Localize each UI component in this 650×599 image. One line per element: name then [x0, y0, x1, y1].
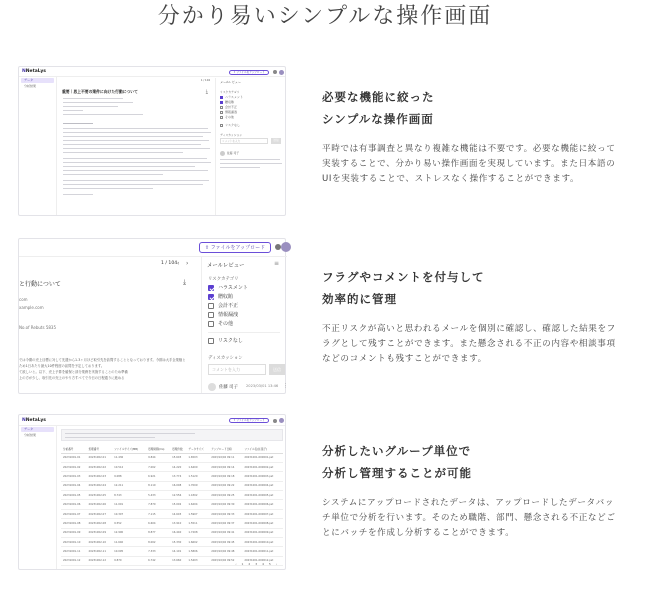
table-cell: 2023/10/02 09:33: [209, 509, 242, 518]
avatar[interactable]: [279, 70, 284, 75]
mail-body-line: [63, 158, 207, 159]
table-row[interactable]: [61, 500, 283, 509]
table-cell: 20231001-000003.pst: [242, 472, 283, 481]
avatar[interactable]: [281, 242, 291, 252]
table-cell: 1.6204: [186, 500, 209, 509]
risk-checkbox-leak[interactable]: 情報漏洩: [208, 311, 238, 320]
mail-body-line: [63, 123, 93, 124]
table-cell: 10.307: [112, 509, 146, 518]
mail-body-line: [63, 174, 163, 175]
mail-header-line: [63, 98, 123, 99]
table-cell: 2023/10/02 09:18: [209, 472, 242, 481]
comment-line: [220, 159, 280, 160]
table-cell: 2023/10/02 09:22: [209, 481, 242, 490]
risk-checkbox-accounting[interactable]: 会計不正: [208, 302, 238, 311]
table-cell: 20231002-06: [87, 500, 113, 509]
table-cell: 5.433: [146, 491, 170, 500]
risk-checkbox-other[interactable]: その他: [220, 115, 234, 119]
table-cell: 1.6400: [186, 462, 209, 471]
review-title: メールレビュー: [207, 263, 245, 269]
table-cell: 6.604: [146, 519, 170, 528]
table-header-row: [61, 445, 283, 453]
sidebar-item-data[interactable]: データ: [21, 427, 54, 432]
commenter-avatar: [208, 383, 216, 391]
app-topbar: [19, 415, 285, 426]
commenter-name: 佐藤 司子: [219, 385, 238, 390]
table-cell: 2023/10/02 09:14: [209, 462, 242, 471]
mail-body-line: [63, 148, 210, 149]
table-cell: 20231001-000005.pst: [242, 491, 283, 500]
table-cell: 1.5806: [186, 547, 209, 556]
review-pane: [215, 78, 285, 215]
app-topbar: [19, 67, 285, 77]
settings-icon[interactable]: [273, 70, 277, 74]
mail-body-line: て欲しいと。以下、売上予算を確保と部分業務を実施することのため準備: [19, 370, 128, 374]
mail-body-line: [63, 170, 208, 171]
risk-category-label: リスクカテゴリ: [220, 90, 240, 94]
table-cell: 20231001-000012.pst: [242, 556, 283, 565]
table-cell: 20231002-04: [87, 481, 113, 490]
table-cell: 20231002-09: [87, 528, 113, 537]
table-cell: 11.640: [112, 538, 146, 547]
table-cell: 20231002-03: [87, 472, 113, 481]
table-cell: 1.5907: [186, 509, 209, 518]
table-row[interactable]: [61, 481, 283, 490]
table-row[interactable]: [61, 462, 283, 471]
close-icon[interactable]: ≡: [273, 260, 279, 267]
pagination-text: 1 / 104: [161, 261, 178, 266]
column-header[interactable]: 処理番号: [87, 445, 113, 453]
table-cell: 20231002-08: [87, 519, 113, 528]
table-cell: 13.910: [170, 519, 186, 528]
sidebar-item-data[interactable]: データ: [21, 78, 54, 83]
commenter-name: 佐藤 司子: [227, 151, 240, 155]
feature-text: [322, 86, 622, 187]
table-cell: 20231002-10: [87, 538, 113, 547]
table-cell: 2023/10/02 09:41: [209, 528, 242, 537]
table-cell: 8.110: [146, 481, 170, 490]
app-logo: NNetaLys: [22, 69, 46, 74]
table-cell: 20231001-07: [61, 509, 87, 518]
risk-checkbox-leak[interactable]: 情報漏洩: [220, 110, 237, 114]
send-button[interactable]: 送信: [269, 364, 285, 375]
table-cell: 14.101: [170, 547, 186, 556]
mail-body-line: [63, 140, 209, 141]
download-icon[interactable]: ⤓: [183, 278, 187, 286]
feature-description: システムにアップロードされたデータは、アップロードしたデータバッチ単位で分析を行います。そのため職階、部門、懸念される不正などごとにバッチを作成し分析することができます。: [322, 498, 616, 538]
upload-button[interactable]: ⇪ ファイルをアップロード: [229, 418, 269, 423]
sidebar: [19, 426, 57, 569]
table-cell: 20231002-02: [87, 462, 113, 471]
mail-body-line: [63, 180, 209, 181]
banner-line: [65, 437, 155, 438]
mail-to: xample.com: [19, 305, 44, 310]
mail-from: com: [19, 297, 28, 302]
table-cell: 2023/10/02 09:48: [209, 547, 242, 556]
mail-body-line: [63, 162, 211, 163]
banner-line: [65, 433, 195, 434]
table-row[interactable]: [61, 547, 283, 556]
table-cell: 9.870: [112, 556, 146, 565]
comment-input[interactable]: コメントを入力: [220, 138, 268, 144]
table-cell: 20231002-01: [87, 453, 113, 462]
table-cell: 13.774: [170, 472, 186, 481]
table-cell: 2023/10/02 09:45: [209, 538, 242, 547]
risk-checkbox-harassment[interactable]: ハラスメント: [220, 95, 243, 99]
risk-checkbox-bribery[interactable]: 贈収賄: [208, 293, 233, 302]
feature-group-analysis: [0, 408, 650, 568]
sidebar-item-results[interactable]: 分析結果: [24, 84, 37, 88]
table-cell: 20231001-01: [61, 453, 87, 462]
table-row[interactable]: [61, 538, 283, 547]
mail-header-line: [63, 102, 133, 103]
sidebar: [19, 77, 57, 215]
risk-checkbox-other[interactable]: その他: [208, 320, 233, 329]
table-cell: 9.552: [112, 519, 146, 528]
mail-body-line: ため1日あたり最大10件程度の訪問を予定しております。: [19, 364, 105, 368]
table-body: [61, 453, 283, 566]
mail-pane: [59, 78, 214, 215]
mail-body-line: [63, 166, 195, 167]
table-cell: 1.6602: [186, 538, 209, 547]
table-cell: 7.870: [146, 500, 170, 509]
mail-body-line: [63, 152, 183, 153]
table-cell: 2023/10/02 09:37: [209, 519, 242, 528]
mail-title-fragment: と行動について: [19, 281, 61, 288]
table-cell: 14.220: [170, 462, 186, 471]
pagination[interactable]: [235, 562, 279, 566]
table-cell: 20231001-000006.pst: [242, 500, 283, 509]
table-cell: 20231001-000007.pst: [242, 509, 283, 518]
table-cell: 10.095: [112, 547, 146, 556]
feature-heading: フラグやコメントを付与して 効率的に管理: [322, 270, 485, 306]
pagination-text: 1 / 104: [200, 79, 210, 82]
column-header[interactable]: ファイル名(拡張子): [242, 445, 283, 453]
column-header[interactable]: ファイルサイズ(MB): [112, 445, 146, 453]
avatar[interactable]: [279, 418, 284, 423]
table-cell: 20231001-09: [61, 528, 87, 537]
mail-body-line: 上の方が少し、取引先の売上のやり方すべてで今日の日程通りに進める: [19, 376, 125, 380]
feature-description: 不正リスクが高いと思われるメールを個別に確認し、確認した結果をフラグとして残すことができます。また懸念される不正の内容や相談事項などのコメントも残すことができます。: [322, 324, 616, 364]
table-cell: 20231002-11: [87, 547, 113, 556]
mail-header-line: [63, 110, 83, 111]
table-cell: 20231001-10: [61, 538, 87, 547]
comment-line: [220, 167, 260, 168]
table-cell: 12.900: [112, 528, 146, 537]
table-cell: 6.742: [146, 556, 170, 565]
table-cell: 1.4302: [186, 491, 209, 500]
mail-body-line: [63, 188, 153, 189]
table-cell: 20231001-000010.pst: [242, 538, 283, 547]
table-cell: 1.6503: [186, 453, 209, 462]
table-row[interactable]: [61, 528, 283, 537]
column-header[interactable]: 処理時間(ms): [146, 445, 170, 453]
mail-body-line: [63, 144, 201, 145]
screenshot-mail-viewer: [18, 66, 286, 216]
app-logo: NNetaLys: [22, 418, 46, 423]
table-cell: 8.743: [112, 491, 146, 500]
table-row[interactable]: [61, 472, 283, 481]
table-cell: 20231001-08: [61, 519, 87, 528]
table-cell: 15.330: [170, 538, 186, 547]
table-cell: 20231001-02: [61, 462, 87, 471]
table-cell: 15.603: [170, 453, 186, 462]
mail-header-line: [63, 114, 143, 115]
table-cell: 9.844: [146, 453, 170, 462]
table-cell: 6.921: [146, 472, 170, 481]
mail-cc: No.of Rebuts 5835: [19, 325, 57, 330]
table-cell: 12.211: [112, 481, 146, 490]
review-pane: [201, 257, 288, 393]
table-cell: 20231001-000001.pst: [242, 453, 283, 462]
table-cell: 11.001: [112, 500, 146, 509]
table-cell: 20231001-06: [61, 500, 87, 509]
pagination-pages[interactable]: ‹ 1 2 3 4 5 ›: [235, 562, 279, 566]
comment-input[interactable]: コメントを入力: [208, 364, 266, 375]
table-cell: 20231002-05: [87, 491, 113, 500]
table-cell: 13.660: [170, 556, 186, 565]
table-cell: 20231001-000002.pst: [242, 462, 283, 471]
upload-button[interactable]: ⇪ ファイルをアップロード: [229, 70, 269, 75]
upload-button[interactable]: ⇪ ファイルをアップロード: [199, 242, 271, 253]
table-cell: 12.556: [170, 491, 186, 500]
table-cell: 20231001-000008.pst: [242, 519, 283, 528]
column-header[interactable]: 分析番号: [61, 445, 87, 453]
table-cell: 20231002-07: [87, 509, 113, 518]
table-cell: 11.436: [112, 453, 146, 462]
mail-body-line: では今期の売上目標に対して先週から1.3ヶ月ほど取引先を訪問することとなっております。今期は大手企業様と: [19, 358, 186, 362]
feature-heading: 必要な機能に絞った シンプルな操作画面: [322, 90, 435, 126]
comment-avatar: [220, 151, 225, 156]
batch-table: [61, 445, 283, 566]
table-cell: 1.7009: [186, 481, 209, 490]
feature-heading: 分析したいグループ単位で 分析し管理することが可能: [322, 444, 472, 480]
table-cell: 20231002-12: [87, 556, 113, 565]
table-cell: 1.5403: [186, 556, 209, 565]
table-cell: 8.877: [146, 528, 170, 537]
screenshot-review-zoom: [18, 238, 286, 394]
table-cell: 20231001-11: [61, 547, 87, 556]
table-cell: 2023/10/02 09:25: [209, 491, 242, 500]
table-cell: 20231001-05: [61, 491, 87, 500]
divider: [208, 332, 280, 333]
risk-checkbox-accounting[interactable]: 会計不正: [220, 105, 237, 109]
table-cell: 7.333: [146, 547, 170, 556]
table-cell: 2023/10/02 09:30: [209, 500, 242, 509]
prev-icon[interactable]: ‹: [177, 260, 180, 267]
review-title: メールレビュー: [220, 80, 241, 84]
page-title: 分かり易いシンプルな操作画面: [157, 4, 493, 29]
risk-checkbox-harassment[interactable]: ハラスメント: [208, 284, 248, 293]
column-header[interactable]: データサイズ: [186, 445, 209, 453]
send-button[interactable]: 送信: [271, 138, 281, 144]
mail-body-line: [63, 194, 93, 195]
table-cell: 20231001-000009.pst: [242, 528, 283, 537]
discussion-label: ディスカッション: [208, 356, 243, 361]
mail-body-line: [63, 136, 203, 137]
feature-description: 平時では有事調査と異なり複雑な機能は不要です。必要な機能に絞って実装することで、分かり易い操作画面を実現しています。また日本語のUIを実装することで、ストレスなく操作することができます。: [322, 144, 616, 184]
sidebar-item-results[interactable]: 分析結果: [24, 433, 37, 437]
risk-checkbox-none[interactable]: リスクなし: [220, 123, 240, 127]
table-cell: 9.088: [112, 472, 146, 481]
feature-flag-comment: [0, 232, 650, 392]
comment-date: 2023/03/01 13:46: [246, 384, 279, 388]
table-cell: 20231001-000004.pst: [242, 481, 283, 490]
table-cell: 16.008: [170, 481, 186, 490]
feature-text: [322, 440, 622, 541]
column-header[interactable]: アップロード日時: [209, 445, 242, 453]
more-icon[interactable]: ⋮: [283, 383, 288, 389]
risk-checkbox-bribery[interactable]: 贈収賄: [220, 100, 234, 104]
table-cell: 7.002: [146, 462, 170, 471]
table-cell: 1.5120: [186, 472, 209, 481]
table-cell: 14.603: [170, 509, 186, 518]
table-cell: 1.5511: [186, 519, 209, 528]
next-icon[interactable]: ›: [186, 260, 189, 267]
settings-icon[interactable]: [273, 419, 277, 423]
table-cell: 10.512: [112, 462, 146, 471]
feature-text: [322, 266, 622, 367]
table-row[interactable]: [61, 509, 283, 518]
table-row[interactable]: [61, 453, 283, 462]
table-cell: 2023/10/02 09:52: [209, 556, 242, 565]
mail-body-line: [63, 184, 203, 185]
table-cell: 20231001-03: [61, 472, 87, 481]
download-icon[interactable]: ⤓: [205, 89, 208, 95]
discussion-label: ディスカッション: [220, 133, 243, 137]
table-cell: 1.7208: [186, 528, 209, 537]
table-row[interactable]: [61, 519, 283, 528]
table-cell: 15.002: [170, 500, 186, 509]
feature-simple-ui: [0, 60, 650, 220]
screenshot-batch-table: [18, 414, 286, 570]
table-cell: 20231001-12: [61, 556, 87, 565]
table-cell: 2023/10/02 09:11: [209, 453, 242, 462]
table-cell: 20231001-04: [61, 481, 87, 490]
table-cell: 16.440: [170, 528, 186, 537]
table-row[interactable]: [61, 491, 283, 500]
table-cell: 20231001-000011.pst: [242, 547, 283, 556]
risk-checkbox-none[interactable]: リスクなし: [208, 337, 243, 346]
mail-body-line: [63, 132, 211, 133]
column-header[interactable]: 処理件数: [170, 445, 186, 453]
info-banner: [61, 429, 283, 441]
mail-header-line: [63, 106, 118, 107]
mail-body-line: [63, 128, 208, 129]
risk-category-label: リスクカテゴリ: [208, 277, 239, 282]
comment-line: [220, 163, 282, 164]
table-cell: 7.115: [146, 509, 170, 518]
table-cell: 8.002: [146, 538, 170, 547]
mail-subject: 重要｜思上不要の案件に向けた行動について: [62, 89, 138, 94]
